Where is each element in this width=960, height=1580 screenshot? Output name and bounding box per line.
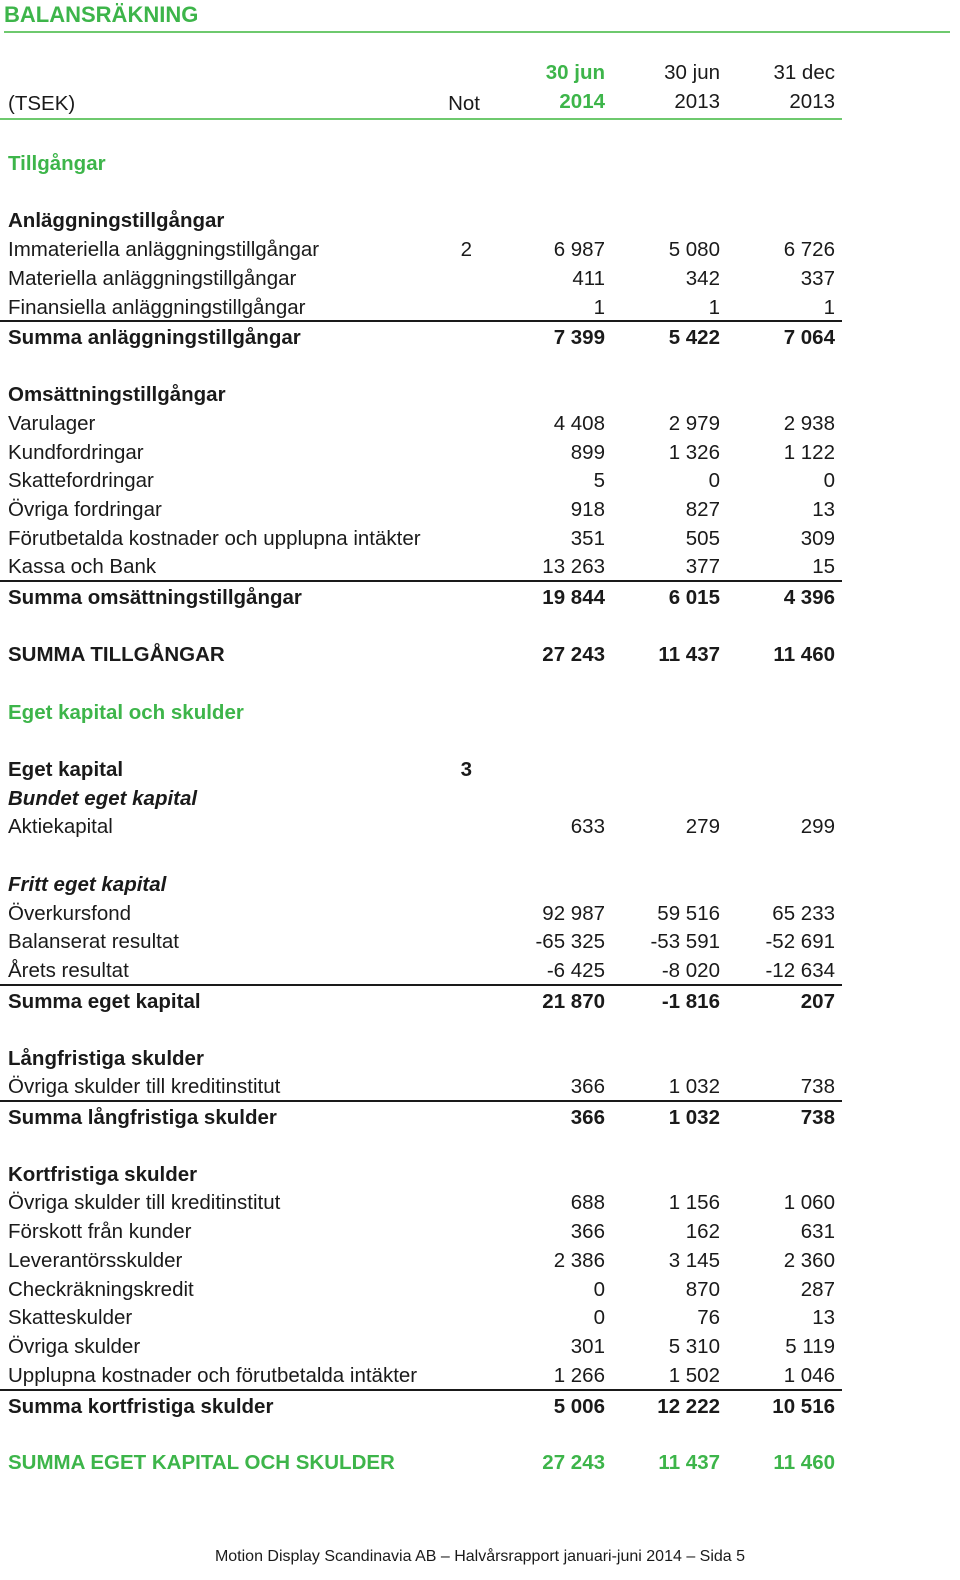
row-bundet [0,785,842,813]
row-value-2: 76 [697,1306,720,1329]
row-value-2: 6 015 [668,586,720,609]
row-value-1: 13 263 [542,555,605,578]
row-kort-kredit [0,1189,842,1217]
row-value-3: 2 360 [783,1249,835,1272]
row-value-3: 207 [800,990,835,1013]
row-label: Förskott från kunder [8,1220,192,1243]
row-value-2: 2 979 [668,412,720,435]
row-mater [0,265,842,293]
row-value-1: 918 [570,498,605,521]
row-label: Immateriella anläggningstillgångar [8,238,320,261]
row-value-2: 1 326 [668,441,720,464]
row-varulager [0,410,842,438]
row-sum-oms [0,580,842,611]
note-header: Not [448,92,480,115]
row-value-2: 1 502 [668,1364,720,1387]
row-value-3: 1 122 [783,441,835,464]
row-label: Summa anläggningstillgångar [8,326,301,349]
column-header-2013-dec: 31 dec 2013 [773,61,835,113]
row-label: Anläggningstillgångar [8,209,225,232]
row-skatteford [0,467,842,495]
row-lang-head [0,1045,842,1073]
row-value-1: 27 243 [542,643,605,666]
row-value-3: 15 [812,555,835,578]
row-tillgangar [0,150,842,178]
row-value-3: 738 [800,1106,835,1129]
row-label: Bundet eget kapital [8,787,198,810]
row-value-1: 411 [572,267,605,290]
row-label: Skatteskulder [8,1306,133,1329]
row-ek-skulder [0,699,842,727]
row-note: 3 [460,758,472,781]
row-note: 2 [460,238,472,261]
row-ek-head [0,756,842,784]
row-value-3: 337 [800,267,835,290]
row-value-3: 11 460 [773,1451,835,1474]
row-value-1: 301 [570,1335,605,1358]
row-label: Omsättningstillgångar [8,383,226,406]
row-value-2: 342 [685,267,720,290]
row-label: Övriga skulder till kreditinstitut [8,1191,281,1214]
row-value-3: 13 [812,498,835,521]
row-value-3: -52 691 [765,930,835,953]
row-label: Fritt eget kapital [8,873,167,896]
row-value-2: 0 [708,469,720,492]
row-label: Överkursfond [8,902,132,925]
column-header-2013-jun: 30 jun 2013 [664,61,720,113]
row-label: Summa kortfristiga skulder [8,1395,274,1418]
row-value-2: 5 422 [668,326,720,349]
row-value-1: 1 [593,296,605,319]
row-value-2: 1 032 [668,1106,720,1129]
row-value-2: -8 020 [661,959,720,982]
row-value-1: 6 987 [553,238,605,261]
table-header [0,58,842,120]
row-label: Summa eget kapital [8,990,201,1013]
row-value-2: -1 816 [661,990,720,1013]
row-value-1: 366 [570,1220,605,1243]
row-label: Eget kapital [8,758,124,781]
row-value-3: -12 634 [765,959,835,982]
row-value-3: 6 726 [783,238,835,261]
row-summa-ek-skulder [0,1449,842,1477]
row-label: Aktiekapital [8,815,113,838]
row-aktiekap [0,813,842,841]
row-label: Kundfordringar [8,441,144,464]
row-value-2: 162 [685,1220,720,1243]
row-value-3: 299 [800,815,835,838]
row-lang-kredit [0,1073,842,1101]
row-forskott [0,1218,842,1246]
row-value-3: 2 938 [783,412,835,435]
row-value-2: -53 591 [650,930,720,953]
row-value-2: 1 156 [668,1191,720,1214]
row-label: Varulager [8,412,96,435]
row-label: Skattefordringar [8,469,154,492]
row-overkurs [0,900,842,928]
row-label: Checkräkningskredit [8,1278,194,1301]
row-label: Tillgångar [8,152,106,175]
row-value-3: 10 516 [772,1395,835,1418]
row-kassa [0,553,842,581]
row-ovriga-skulder [0,1333,842,1361]
row-sum-kort [0,1389,842,1420]
row-sum-ek [0,984,842,1015]
row-balanserat [0,928,842,956]
row-value-3: 631 [800,1220,835,1243]
row-value-1: 0 [593,1306,605,1329]
row-value-2: 870 [685,1278,720,1301]
row-value-2: 377 [685,555,720,578]
row-label: Kassa och Bank [8,555,157,578]
row-finans [0,294,842,322]
row-label: Övriga fordringar [8,498,162,521]
row-sum-lang [0,1100,842,1131]
row-value-1: 351 [570,527,605,550]
row-value-2: 59 516 [657,902,720,925]
row-label: Materiella anläggningstillgångar [8,267,297,290]
row-value-1: 5 006 [553,1395,605,1418]
row-value-3: 1 [823,296,835,319]
row-value-3: 309 [800,527,835,550]
row-value-3: 65 233 [772,902,835,925]
row-value-1: 21 870 [542,990,605,1013]
row-checkkredit [0,1276,842,1304]
row-value-1: 688 [570,1191,605,1214]
row-value-1: -6 425 [546,959,605,982]
row-label: Upplupna kostnader och förutbetalda intäkter [8,1364,418,1387]
row-label: SUMMA TILLGÅNGAR [8,643,225,666]
row-value-1: 27 243 [542,1451,605,1474]
row-value-2: 1 032 [668,1075,720,1098]
row-value-2: 1 [708,296,720,319]
row-leverantor [0,1247,842,1275]
row-value-1: 366 [570,1106,605,1129]
column-header-2014-jun: 30 jun 2014 [545,61,605,113]
row-value-1: 4 408 [553,412,605,435]
row-value-3: 11 460 [773,643,835,666]
row-value-1: 899 [570,441,605,464]
unit-label: (TSEK) [8,92,76,115]
row-label: Långfristiga skulder [8,1047,204,1070]
row-value-3: 738 [800,1075,835,1098]
row-value-1: -65 325 [535,930,605,953]
row-value-1: 7 399 [553,326,605,349]
row-value-1: 0 [593,1278,605,1301]
page-footer: Motion Display Scandinavia AB – Halvårsrapport januari-juni 2014 – Sida 5 [214,1548,746,1565]
row-value-2: 11 437 [658,643,720,666]
row-value-3: 7 064 [783,326,835,349]
row-kort-head [0,1161,842,1189]
row-label: Leverantörsskulder [8,1249,183,1272]
row-value-3: 1 060 [783,1191,835,1214]
row-value-2: 5 310 [668,1335,720,1358]
row-sum-anl [0,320,842,351]
row-value-3: 13 [812,1306,835,1329]
row-value-1: 2 386 [553,1249,605,1272]
row-value-3: 0 [823,469,835,492]
row-label: Kortfristiga skulder [8,1163,198,1186]
row-upplupna [0,1362,842,1390]
row-value-2: 12 222 [657,1395,720,1418]
row-value-2: 11 437 [658,1451,720,1474]
row-value-2: 505 [685,527,720,550]
row-skatteskulder [0,1304,842,1332]
row-value-2: 5 080 [668,238,720,261]
row-label: Förutbetalda kostnader och upplupna intäkter [8,527,421,550]
row-value-1: 19 844 [542,586,605,609]
row-kundford [0,439,842,467]
row-immat [0,236,842,264]
row-value-1: 633 [570,815,605,838]
row-label: Övriga skulder till kreditinstitut [8,1075,281,1098]
row-label: SUMMA EGET KAPITAL OCH SKULDER [8,1451,395,1474]
row-value-3: 4 396 [783,586,835,609]
row-summa-tillg [0,641,842,669]
row-label: Eget kapital och skulder [8,701,244,724]
row-label: Övriga skulder [8,1335,141,1358]
row-label: Balanserat resultat [8,930,179,953]
row-label: Summa omsättningstillgångar [8,586,302,609]
row-label: Årets resultat [8,959,129,982]
row-value-1: 366 [570,1075,605,1098]
row-value-2: 3 145 [668,1249,720,1272]
row-anl-head [0,207,842,235]
row-label: Finansiella anläggningstillgångar [8,296,306,319]
row-arets [0,957,842,985]
row-oms-head [0,381,842,409]
row-label: Summa långfristiga skulder [8,1106,277,1129]
row-value-1: 5 [593,469,605,492]
row-value-3: 287 [800,1278,835,1301]
row-value-1: 92 987 [542,902,605,925]
row-value-1: 1 266 [553,1364,605,1387]
page-title: BALANSRÄKNING [4,0,950,33]
row-value-2: 279 [685,815,720,838]
row-forutbet [0,525,842,553]
row-fritt [0,871,842,899]
row-value-2: 827 [685,498,720,521]
row-value-3: 1 046 [783,1364,835,1387]
row-ovriga-ford [0,496,842,524]
row-value-3: 5 119 [785,1335,835,1358]
